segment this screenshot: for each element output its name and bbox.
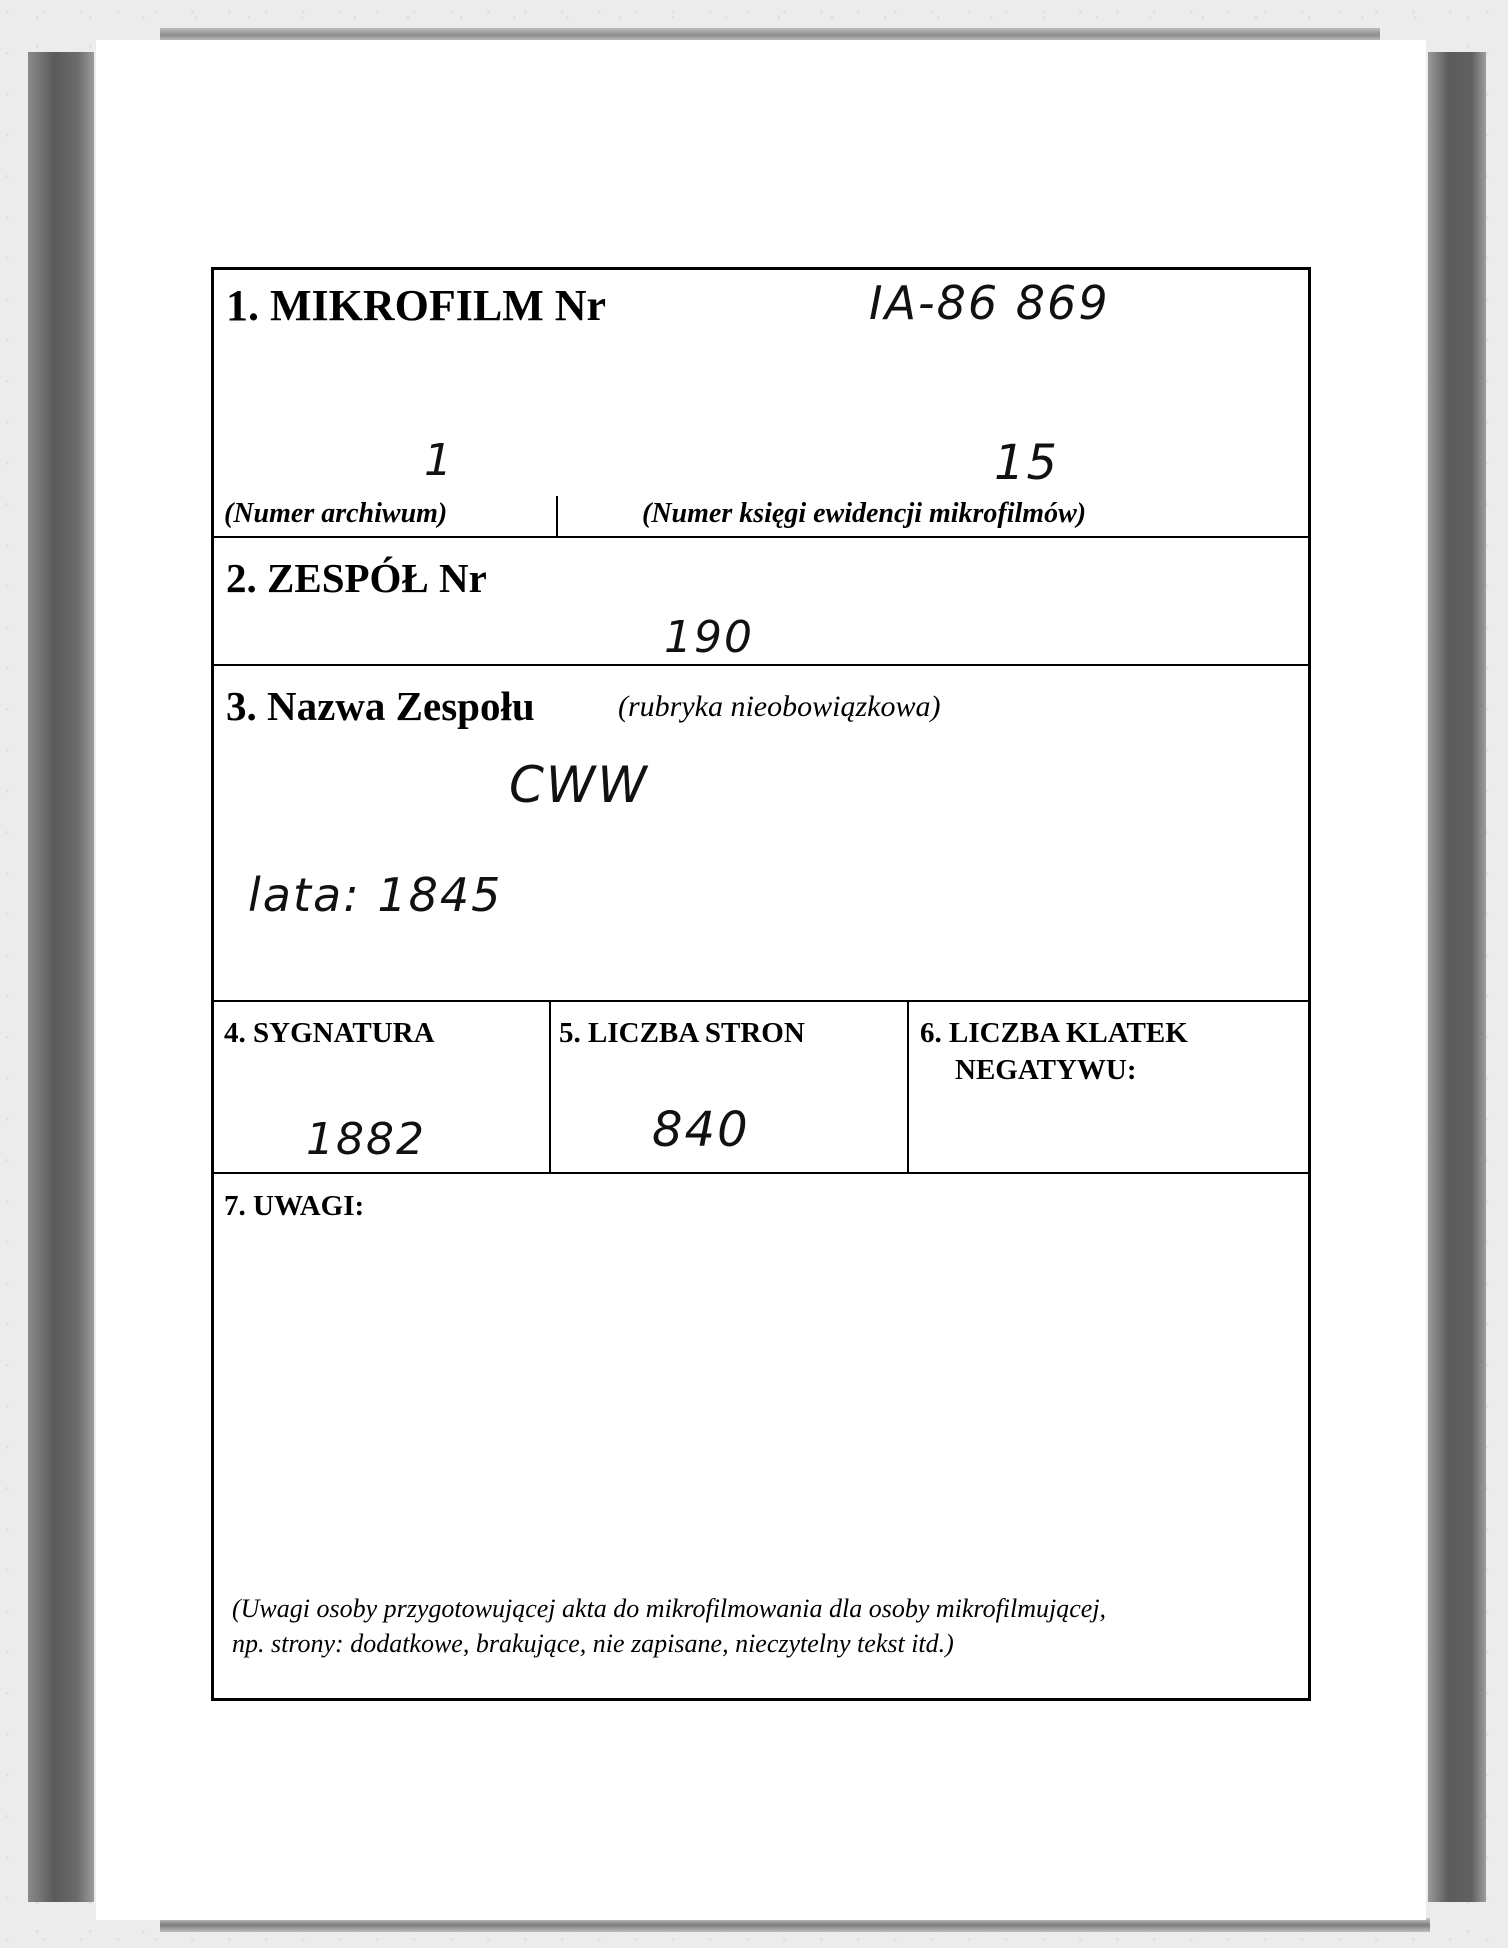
frame-count-title-line1: 6. LICZBA KLATEK: [920, 1017, 1188, 1049]
microfilm-form: [211, 267, 1311, 1701]
microfilm-number-title: 1. MIKROFILM Nr: [226, 281, 607, 330]
archive-number-label: (Numer archiwum): [224, 498, 448, 529]
scan-edge-bottom: [160, 1918, 1430, 1932]
remarks-note-line2: np. strony: dodatkowe, brakujące, nie zapisane, nieczytelny tekst itd.): [232, 1629, 954, 1658]
fond-name-subtitle: (rubryka nieobowiązkowa): [618, 690, 941, 723]
divider-1: [214, 536, 1308, 538]
scan-edge-left: [28, 52, 94, 1902]
ledger-number-label: (Numer księgi ewidencji mikrofilmów): [642, 498, 1087, 529]
label-divider: [556, 496, 558, 536]
fond-number-title: 2. ZESPÓŁ Nr: [226, 555, 487, 601]
fond-years-value: lata: 1845: [248, 868, 503, 922]
divider-3: [214, 1000, 1308, 1002]
fond-name-value: CWW: [509, 756, 649, 814]
frame-count-title-line2: NEGATYWU:: [955, 1054, 1137, 1086]
page-count-title: 5. LICZBA STRON: [559, 1017, 805, 1049]
column-divider-2: [907, 1000, 909, 1172]
microfilm-number-handwritten: IA-86 869: [869, 276, 1110, 330]
page-count-value: 840: [652, 1102, 750, 1158]
ledger-number-value: 15: [994, 435, 1060, 491]
scan-edge-right: [1428, 52, 1486, 1902]
archive-number-value: 1: [424, 435, 454, 486]
fond-name-title: 3. Nazwa Zespołu: [226, 683, 535, 729]
divider-4: [214, 1172, 1308, 1174]
column-divider-1: [549, 1000, 551, 1172]
signature-value: 1882: [306, 1114, 426, 1165]
signature-title: 4. SYGNATURA: [224, 1017, 435, 1049]
fond-number-value: 190: [664, 612, 754, 663]
remarks-note-line1: (Uwagi osoby przygotowującej akta do mikrofilmowania dla osoby mikrofilmującej,: [232, 1594, 1107, 1623]
remarks-title: 7. UWAGI:: [224, 1190, 365, 1222]
divider-2: [214, 664, 1308, 666]
